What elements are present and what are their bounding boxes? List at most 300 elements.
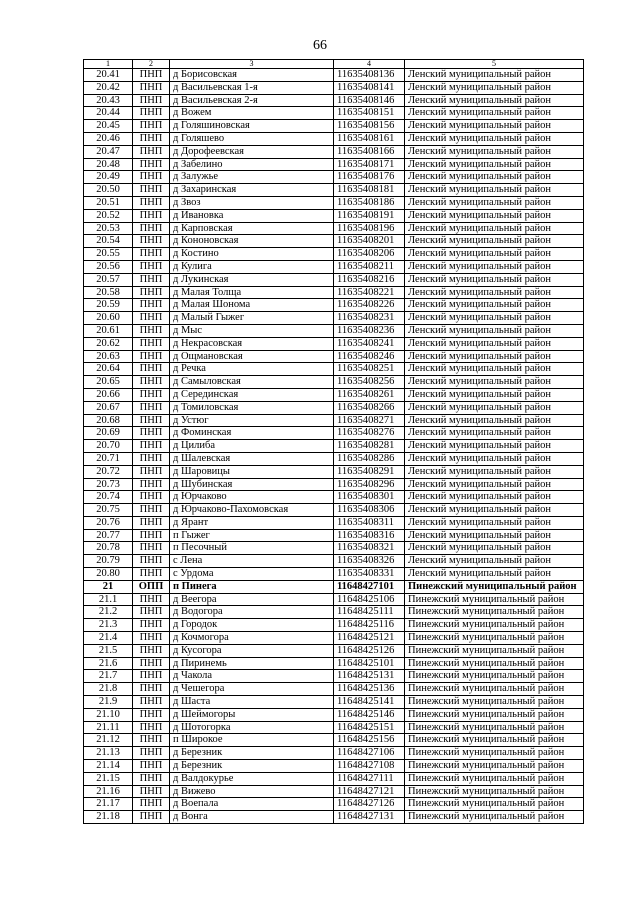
- oktmo-code-cell: 11635408191: [334, 209, 405, 222]
- settlement-name-cell: д Вонга: [170, 811, 334, 824]
- district-cell: Пинежский муниципальный район: [405, 760, 584, 773]
- settlement-name-cell: д Цилиба: [170, 440, 334, 453]
- district-cell: Ленский муниципальный район: [405, 529, 584, 542]
- table-row: [84, 619, 584, 632]
- oktmo-code-cell: 11635408316: [334, 529, 405, 542]
- type-cell: ПНП: [133, 747, 170, 760]
- type-cell: ПНП: [133, 644, 170, 657]
- district-cell: Ленский муниципальный район: [405, 209, 584, 222]
- type-cell: ПНП: [133, 69, 170, 82]
- settlement-name-cell: д Шубинская: [170, 478, 334, 491]
- row-number-cell: 21.5: [84, 644, 133, 657]
- row-number-cell: 20.59: [84, 299, 133, 312]
- table-row: [84, 388, 584, 401]
- settlement-name-cell: д Ивановка: [170, 209, 334, 222]
- oktmo-code-cell: 11648427126: [334, 798, 405, 811]
- type-cell: ПНП: [133, 683, 170, 696]
- settlement-name-cell: д Малая Толща: [170, 286, 334, 299]
- oktmo-code-cell: 11635408246: [334, 350, 405, 363]
- table-row: [84, 811, 584, 824]
- settlement-name-cell: д Шаста: [170, 696, 334, 709]
- table-row: [84, 427, 584, 440]
- row-number-cell: 21.18: [84, 811, 133, 824]
- oktmo-code-cell: 11635408231: [334, 312, 405, 325]
- row-number-cell: 20.58: [84, 286, 133, 299]
- row-number-cell: 21.10: [84, 708, 133, 721]
- table-row: [84, 772, 584, 785]
- district-cell: Ленский муниципальный район: [405, 516, 584, 529]
- oktmo-code-cell: 11648427131: [334, 811, 405, 824]
- settlement-name-cell: д Чешегора: [170, 683, 334, 696]
- type-cell: ПНП: [133, 734, 170, 747]
- settlement-name-cell: д Серединская: [170, 388, 334, 401]
- settlement-name-cell: д Дорофеевская: [170, 145, 334, 158]
- settlement-name-cell: д Шотогорка: [170, 721, 334, 734]
- table-row: [84, 747, 584, 760]
- row-number-cell: 20.44: [84, 107, 133, 120]
- district-cell: Ленский муниципальный район: [405, 145, 584, 158]
- row-number-cell: 20.67: [84, 401, 133, 414]
- table-row: [84, 529, 584, 542]
- settlement-name-cell: д Кулига: [170, 260, 334, 273]
- row-number-cell: 20.46: [84, 132, 133, 145]
- district-cell: Ленский муниципальный район: [405, 542, 584, 555]
- row-number-cell: 21.1: [84, 593, 133, 606]
- type-cell: ПНП: [133, 94, 170, 107]
- table-row: [84, 760, 584, 773]
- settlement-name-cell: д Лукинская: [170, 273, 334, 286]
- row-number-cell: 21.13: [84, 747, 133, 760]
- oktmo-code-cell: 11648425101: [334, 657, 405, 670]
- oktmo-code-cell: 11635408326: [334, 555, 405, 568]
- settlement-name-cell: д Устюг: [170, 414, 334, 427]
- type-cell: ПНП: [133, 657, 170, 670]
- settlement-name-cell: д Веегора: [170, 593, 334, 606]
- table-row: [84, 120, 584, 133]
- oktmo-code-cell: 11635408251: [334, 363, 405, 376]
- type-cell: ПНП: [133, 260, 170, 273]
- table-row: [84, 580, 584, 593]
- table-row: [84, 683, 584, 696]
- settlement-name-cell: п Гыжег: [170, 529, 334, 542]
- type-cell: ПНП: [133, 465, 170, 478]
- type-cell: ПНП: [133, 427, 170, 440]
- type-cell: ПНП: [133, 811, 170, 824]
- type-cell: ПНП: [133, 478, 170, 491]
- table-row: [84, 465, 584, 478]
- oktmo-code-cell: 11648425111: [334, 606, 405, 619]
- district-cell: Ленский муниципальный район: [405, 222, 584, 235]
- table-row: [84, 312, 584, 325]
- oktmo-code-cell: 11635408291: [334, 465, 405, 478]
- row-number-cell: 20.78: [84, 542, 133, 555]
- district-cell: Пинежский муниципальный район: [405, 619, 584, 632]
- table-row: [84, 158, 584, 171]
- oktmo-code-cell: 11635408286: [334, 452, 405, 465]
- district-cell: Ленский муниципальный район: [405, 299, 584, 312]
- oktmo-code-cell: 11648425116: [334, 619, 405, 632]
- district-cell: Пинежский муниципальный район: [405, 798, 584, 811]
- settlement-name-cell: д Ярант: [170, 516, 334, 529]
- settlement-name-cell: д Малый Гыжег: [170, 312, 334, 325]
- type-cell: ПНП: [133, 529, 170, 542]
- settlement-name-cell: д Шалевская: [170, 452, 334, 465]
- table-row: [84, 248, 584, 261]
- oktmo-code-cell: 11648427106: [334, 747, 405, 760]
- type-cell: ПНП: [133, 120, 170, 133]
- table-row: [84, 222, 584, 235]
- district-cell: Ленский муниципальный район: [405, 414, 584, 427]
- row-number-cell: 20.73: [84, 478, 133, 491]
- row-number-cell: 20.71: [84, 452, 133, 465]
- district-cell: Пинежский муниципальный район: [405, 696, 584, 709]
- oktmo-code-cell: 11648425146: [334, 708, 405, 721]
- settlement-name-cell: д Костино: [170, 248, 334, 261]
- district-cell: Ленский муниципальный район: [405, 491, 584, 504]
- table-row: [84, 235, 584, 248]
- settlements-table: [83, 59, 583, 824]
- district-cell: Ленский муниципальный район: [405, 478, 584, 491]
- district-cell: Пинежский муниципальный район: [405, 747, 584, 760]
- row-number-cell: 20.60: [84, 312, 133, 325]
- oktmo-code-cell: 11635408331: [334, 568, 405, 581]
- column-header: 1: [84, 60, 133, 69]
- row-number-cell: 21.11: [84, 721, 133, 734]
- column-header: 5: [405, 60, 584, 69]
- oktmo-code-cell: 11648425136: [334, 683, 405, 696]
- table-row: [84, 721, 584, 734]
- row-number-cell: 20.72: [84, 465, 133, 478]
- district-cell: Ленский муниципальный район: [405, 132, 584, 145]
- row-number-cell: 21.16: [84, 785, 133, 798]
- settlement-name-cell: д Васильевская 2-я: [170, 94, 334, 107]
- settlement-name-cell: д Шаровицы: [170, 465, 334, 478]
- district-cell: Ленский муниципальный район: [405, 120, 584, 133]
- district-cell: Ленский муниципальный район: [405, 350, 584, 363]
- settlement-name-cell: д Юрчаково: [170, 491, 334, 504]
- settlement-name-cell: д Юрчаково-Пахомовская: [170, 504, 334, 517]
- oktmo-code-cell: 11635408256: [334, 376, 405, 389]
- table-header-row: [84, 60, 584, 69]
- type-cell: ПНП: [133, 145, 170, 158]
- row-number-cell: 20.79: [84, 555, 133, 568]
- district-cell: Пинежский муниципальный район: [405, 772, 584, 785]
- settlement-name-cell: д Кононовская: [170, 235, 334, 248]
- table-row: [84, 734, 584, 747]
- type-cell: ПНП: [133, 760, 170, 773]
- row-number-cell: 20.55: [84, 248, 133, 261]
- row-number-cell: 21.9: [84, 696, 133, 709]
- oktmo-code-cell: 11635408296: [334, 478, 405, 491]
- row-number-cell: 20.61: [84, 324, 133, 337]
- type-cell: ПНП: [133, 209, 170, 222]
- oktmo-code-cell: 11648427101: [334, 580, 405, 593]
- type-cell: ПНП: [133, 542, 170, 555]
- table-row: [84, 798, 584, 811]
- table-row: [84, 94, 584, 107]
- table-row: [84, 363, 584, 376]
- district-cell: Ленский муниципальный район: [405, 465, 584, 478]
- type-cell: ПНП: [133, 401, 170, 414]
- oktmo-code-cell: 11648427121: [334, 785, 405, 798]
- row-number-cell: 20.77: [84, 529, 133, 542]
- table-row: [84, 401, 584, 414]
- oktmo-code-cell: 11648425126: [334, 644, 405, 657]
- type-cell: ПНП: [133, 440, 170, 453]
- table-row: [84, 542, 584, 555]
- table-row: [84, 632, 584, 645]
- type-cell: ПНП: [133, 555, 170, 568]
- type-cell: ПНП: [133, 670, 170, 683]
- type-cell: ПНП: [133, 171, 170, 184]
- type-cell: ПНП: [133, 388, 170, 401]
- row-number-cell: 20.42: [84, 81, 133, 94]
- district-cell: Пинежский муниципальный район: [405, 708, 584, 721]
- oktmo-code-cell: 11635408306: [334, 504, 405, 517]
- district-cell: Пинежский муниципальный район: [405, 580, 584, 593]
- oktmo-code-cell: 11635408206: [334, 248, 405, 261]
- oktmo-code-cell: 11635408221: [334, 286, 405, 299]
- oktmo-code-cell: 11635408176: [334, 171, 405, 184]
- oktmo-code-cell: 11635408236: [334, 324, 405, 337]
- oktmo-code-cell: 11635408226: [334, 299, 405, 312]
- row-number-cell: 21.2: [84, 606, 133, 619]
- column-header: 2: [133, 60, 170, 69]
- district-cell: Ленский муниципальный район: [405, 94, 584, 107]
- table-row: [84, 696, 584, 709]
- district-cell: Ленский муниципальный район: [405, 324, 584, 337]
- settlement-name-cell: д Водогора: [170, 606, 334, 619]
- district-cell: Ленский муниципальный район: [405, 248, 584, 261]
- type-cell: ПНП: [133, 772, 170, 785]
- district-cell: Пинежский муниципальный район: [405, 632, 584, 645]
- district-cell: Ленский муниципальный район: [405, 235, 584, 248]
- district-cell: Ленский муниципальный район: [405, 273, 584, 286]
- settlement-name-cell: д Березник: [170, 747, 334, 760]
- oktmo-code-cell: 11635408276: [334, 427, 405, 440]
- settlement-name-cell: п Широкое: [170, 734, 334, 747]
- oktmo-code-cell: 11635408146: [334, 94, 405, 107]
- district-cell: Пинежский муниципальный район: [405, 721, 584, 734]
- oktmo-code-cell: 11635408266: [334, 401, 405, 414]
- row-number-cell: 21.17: [84, 798, 133, 811]
- type-cell: ПНП: [133, 798, 170, 811]
- district-cell: Ленский муниципальный район: [405, 337, 584, 350]
- row-number-cell: 21.14: [84, 760, 133, 773]
- settlement-name-cell: д Мыс: [170, 324, 334, 337]
- settlement-name-cell: д Речка: [170, 363, 334, 376]
- district-cell: Пинежский муниципальный район: [405, 657, 584, 670]
- row-number-cell: 20.63: [84, 350, 133, 363]
- table-row: [84, 184, 584, 197]
- settlement-name-cell: п Песочный: [170, 542, 334, 555]
- oktmo-code-cell: 11635408201: [334, 235, 405, 248]
- settlement-name-cell: с Урдома: [170, 568, 334, 581]
- district-cell: Пинежский муниципальный район: [405, 734, 584, 747]
- table-row: [84, 516, 584, 529]
- oktmo-code-cell: 11635408241: [334, 337, 405, 350]
- table-row: [84, 324, 584, 337]
- type-cell: ПНП: [133, 516, 170, 529]
- row-number-cell: 20.80: [84, 568, 133, 581]
- oktmo-code-cell: 11635408301: [334, 491, 405, 504]
- type-cell: ПНП: [133, 158, 170, 171]
- table-row: [84, 273, 584, 286]
- oktmo-code-cell: 11635408261: [334, 388, 405, 401]
- type-cell: ПНП: [133, 593, 170, 606]
- row-number-cell: 20.43: [84, 94, 133, 107]
- table-row: [84, 81, 584, 94]
- row-number-cell: 20.66: [84, 388, 133, 401]
- type-cell: ПНП: [133, 504, 170, 517]
- table-row: [84, 376, 584, 389]
- settlement-name-cell: д Вожем: [170, 107, 334, 120]
- row-number-cell: 20.70: [84, 440, 133, 453]
- district-cell: Ленский муниципальный район: [405, 401, 584, 414]
- type-cell: ПНП: [133, 324, 170, 337]
- settlement-name-cell: д Валдокурье: [170, 772, 334, 785]
- district-cell: Ленский муниципальный район: [405, 363, 584, 376]
- type-cell: ОПП: [133, 580, 170, 593]
- district-cell: Ленский муниципальный район: [405, 69, 584, 82]
- page-number: 66: [313, 38, 327, 53]
- table-row: [84, 171, 584, 184]
- row-number-cell: 20.45: [84, 120, 133, 133]
- table-row: [84, 337, 584, 350]
- row-number-cell: 21.3: [84, 619, 133, 632]
- oktmo-code-cell: 11635408281: [334, 440, 405, 453]
- table-row: [84, 657, 584, 670]
- settlement-name-cell: д Фоминская: [170, 427, 334, 440]
- district-cell: Ленский муниципальный район: [405, 171, 584, 184]
- settlement-name-cell: д Томиловская: [170, 401, 334, 414]
- district-cell: Ленский муниципальный район: [405, 286, 584, 299]
- table-row: [84, 196, 584, 209]
- type-cell: ПНП: [133, 337, 170, 350]
- table-row: [84, 350, 584, 363]
- oktmo-code-cell: 11635408211: [334, 260, 405, 273]
- row-number-cell: 20.64: [84, 363, 133, 376]
- district-cell: Пинежский муниципальный район: [405, 644, 584, 657]
- row-number-cell: 21.8: [84, 683, 133, 696]
- district-cell: Ленский муниципальный район: [405, 440, 584, 453]
- settlement-name-cell: д Некрасовская: [170, 337, 334, 350]
- row-number-cell: 20.56: [84, 260, 133, 273]
- district-cell: Пинежский муниципальный район: [405, 670, 584, 683]
- table-row: [84, 491, 584, 504]
- oktmo-code-cell: 11635408186: [334, 196, 405, 209]
- row-number-cell: 20.68: [84, 414, 133, 427]
- oktmo-code-cell: 11648425106: [334, 593, 405, 606]
- settlement-name-cell: д Голяшиновская: [170, 120, 334, 133]
- row-number-cell: 20.52: [84, 209, 133, 222]
- oktmo-code-cell: 11648425151: [334, 721, 405, 734]
- row-number-cell: 20.50: [84, 184, 133, 197]
- row-number-cell: 20.76: [84, 516, 133, 529]
- row-number-cell: 21.12: [84, 734, 133, 747]
- row-number-cell: 20.48: [84, 158, 133, 171]
- district-cell: Пинежский муниципальный район: [405, 811, 584, 824]
- oktmo-code-cell: 11635408196: [334, 222, 405, 235]
- settlement-name-cell: п Пинега: [170, 580, 334, 593]
- oktmo-code-cell: 11648425141: [334, 696, 405, 709]
- row-number-cell: 20.62: [84, 337, 133, 350]
- oktmo-code-cell: 11635408271: [334, 414, 405, 427]
- type-cell: ПНП: [133, 785, 170, 798]
- district-cell: Пинежский муниципальный район: [405, 593, 584, 606]
- oktmo-code-cell: 11648427111: [334, 772, 405, 785]
- table-row: [84, 708, 584, 721]
- type-cell: ПНП: [133, 248, 170, 261]
- settlement-name-cell: д Захаринская: [170, 184, 334, 197]
- row-number-cell: 20.41: [84, 69, 133, 82]
- district-cell: Ленский муниципальный район: [405, 158, 584, 171]
- table-row: [84, 145, 584, 158]
- oktmo-code-cell: 11635408166: [334, 145, 405, 158]
- district-cell: Ленский муниципальный район: [405, 452, 584, 465]
- type-cell: ПНП: [133, 363, 170, 376]
- oktmo-code-cell: 11648427108: [334, 760, 405, 773]
- type-cell: ПНП: [133, 696, 170, 709]
- oktmo-code-cell: 11635408141: [334, 81, 405, 94]
- table-row: [84, 299, 584, 312]
- settlement-name-cell: д Ощмановская: [170, 350, 334, 363]
- settlement-name-cell: д Шеймогоры: [170, 708, 334, 721]
- type-cell: ПНП: [133, 606, 170, 619]
- oktmo-code-cell: 11648425121: [334, 632, 405, 645]
- table-row: [84, 670, 584, 683]
- table-row: [84, 555, 584, 568]
- row-number-cell: 20.57: [84, 273, 133, 286]
- row-number-cell: 20.47: [84, 145, 133, 158]
- oktmo-code-cell: 11635408156: [334, 120, 405, 133]
- district-cell: Ленский муниципальный район: [405, 184, 584, 197]
- table-row: [84, 478, 584, 491]
- settlement-name-cell: д Кусогора: [170, 644, 334, 657]
- row-number-cell: 20.74: [84, 491, 133, 504]
- oktmo-code-cell: 11635408151: [334, 107, 405, 120]
- oktmo-code-cell: 11635408171: [334, 158, 405, 171]
- table-row: [84, 452, 584, 465]
- type-cell: ПНП: [133, 132, 170, 145]
- type-cell: ПНП: [133, 107, 170, 120]
- district-cell: Ленский муниципальный район: [405, 312, 584, 325]
- settlement-name-cell: д Кочмогора: [170, 632, 334, 645]
- type-cell: ПНП: [133, 619, 170, 632]
- oktmo-code-cell: 11635408161: [334, 132, 405, 145]
- district-cell: Ленский муниципальный район: [405, 555, 584, 568]
- district-cell: Ленский муниципальный район: [405, 260, 584, 273]
- table-row: [84, 593, 584, 606]
- row-number-cell: 20.75: [84, 504, 133, 517]
- type-cell: ПНП: [133, 184, 170, 197]
- oktmo-code-cell: 11648425131: [334, 670, 405, 683]
- settlement-name-cell: с Лена: [170, 555, 334, 568]
- table-row: [84, 107, 584, 120]
- table-row: [84, 644, 584, 657]
- settlement-name-cell: д Малая Шонома: [170, 299, 334, 312]
- table-row: [84, 132, 584, 145]
- settlement-name-cell: д Карповская: [170, 222, 334, 235]
- row-number-cell: 20.65: [84, 376, 133, 389]
- settlement-name-cell: д Голяшево: [170, 132, 334, 145]
- type-cell: ПНП: [133, 568, 170, 581]
- type-cell: ПНП: [133, 491, 170, 504]
- row-number-cell: 20.51: [84, 196, 133, 209]
- settlement-name-cell: д Васильевская 1-я: [170, 81, 334, 94]
- table-row: [84, 785, 584, 798]
- table-row: [84, 260, 584, 273]
